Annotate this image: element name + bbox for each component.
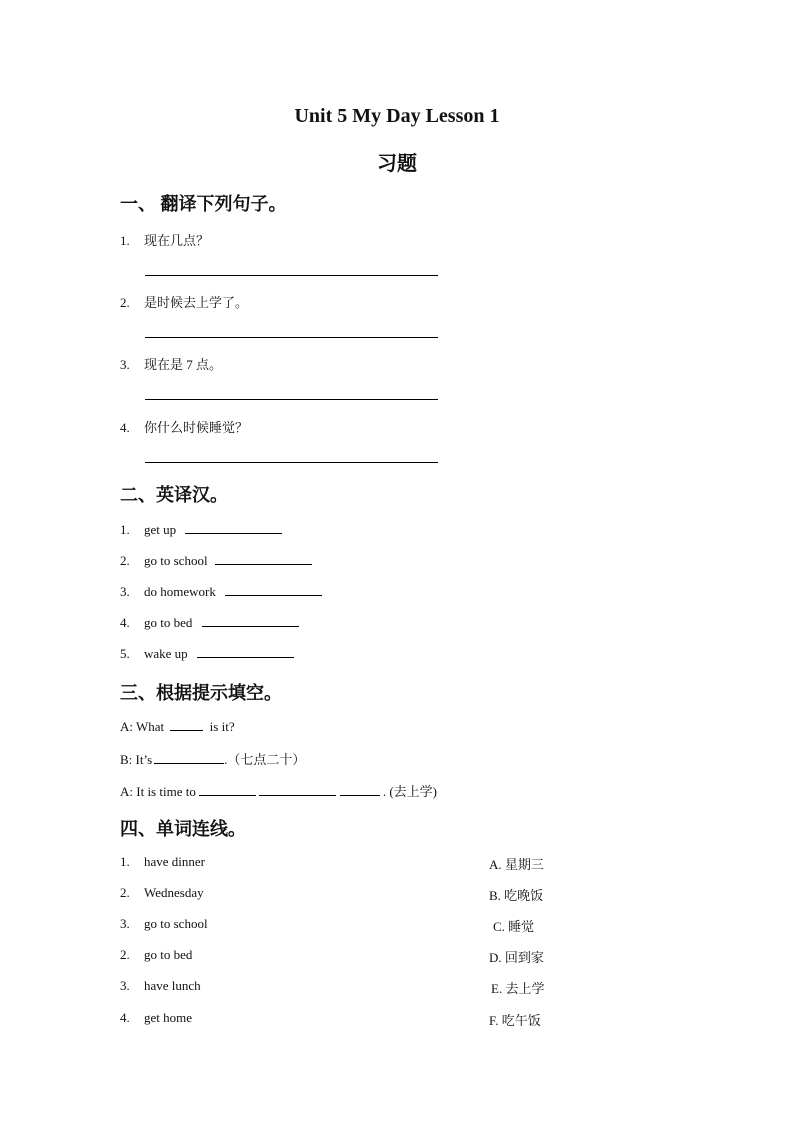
item-number: 1. bbox=[120, 854, 130, 869]
fill-blank[interactable] bbox=[170, 718, 203, 731]
item-text: get up bbox=[144, 522, 177, 537]
fill-blank[interactable] bbox=[154, 751, 224, 764]
option-letter: B. bbox=[489, 888, 501, 903]
option-letter: D. bbox=[489, 950, 502, 965]
item-text: go to school bbox=[144, 553, 208, 568]
section1-item-1 bbox=[120, 230, 209, 249]
answer-line-3[interactable] bbox=[145, 399, 438, 400]
item-number: 3. bbox=[120, 916, 130, 931]
option-letter: A. bbox=[489, 857, 502, 872]
match-right-item[interactable] bbox=[493, 916, 534, 935]
item-number: 2. bbox=[120, 947, 130, 962]
match-left-item[interactable] bbox=[120, 885, 204, 901]
item-text: get home bbox=[144, 1010, 193, 1025]
section2-item-1 bbox=[120, 521, 282, 538]
item-number: 5. bbox=[120, 646, 130, 661]
section1-item-3 bbox=[120, 354, 222, 373]
item-text: Wednesday bbox=[144, 885, 204, 900]
match-left-item[interactable] bbox=[120, 854, 205, 870]
item-text: do homework bbox=[144, 584, 216, 599]
option-letter: C. bbox=[493, 919, 505, 934]
item-text: have lunch bbox=[144, 978, 201, 993]
item-text: 你什么时候睡觉？ bbox=[144, 420, 249, 435]
section4-heading: 四、单词连线。 bbox=[120, 819, 246, 839]
option-letter: E. bbox=[491, 981, 503, 996]
item-number: 2. bbox=[120, 885, 130, 900]
item-text: 是时候去上学了。 bbox=[144, 295, 249, 310]
match-right-item[interactable] bbox=[491, 978, 544, 997]
match-right-item[interactable] bbox=[489, 885, 543, 904]
section2-item-2 bbox=[120, 552, 312, 569]
section1-item-2 bbox=[120, 292, 248, 311]
section1-heading: 一、 翻译下列句子。 bbox=[120, 194, 287, 214]
item-number: 2. bbox=[120, 295, 130, 310]
dialog-text: B: It’s bbox=[120, 752, 153, 767]
answer-line-2[interactable] bbox=[145, 337, 438, 338]
option-text: 吃晚饭 bbox=[504, 888, 544, 903]
fill-blank[interactable] bbox=[340, 783, 380, 796]
section3-heading: 三、根据提示填空。 bbox=[120, 683, 282, 703]
item-number: 1. bbox=[120, 522, 130, 537]
option-text: 星期三 bbox=[504, 857, 544, 872]
dialog-text: A: It is time to bbox=[120, 784, 196, 799]
item-text: wake up bbox=[144, 646, 188, 661]
item-number: 1. bbox=[120, 233, 130, 248]
dialog-line-1 bbox=[120, 718, 235, 735]
dialog-text: is it? bbox=[209, 719, 235, 734]
option-letter: F. bbox=[489, 1013, 499, 1028]
item-text: have dinner bbox=[144, 854, 206, 869]
item-number: 3. bbox=[120, 357, 130, 372]
fill-blank[interactable] bbox=[225, 583, 322, 596]
match-left-item[interactable] bbox=[120, 1010, 192, 1026]
option-text: 去上学 bbox=[505, 981, 545, 996]
dialog-line-2 bbox=[120, 749, 305, 768]
section2-heading: 二、英译汉。 bbox=[120, 485, 228, 505]
item-text: 现在几点？ bbox=[144, 233, 210, 248]
section1-item-4 bbox=[120, 417, 248, 436]
section2-item-3 bbox=[120, 583, 322, 600]
dialog-text: A: What bbox=[120, 719, 165, 734]
fill-blank[interactable] bbox=[202, 614, 299, 627]
worksheet-title: Unit 5 My Day Lesson 1 bbox=[294, 105, 500, 127]
fill-blank[interactable] bbox=[215, 552, 312, 565]
item-text: go to school bbox=[144, 916, 208, 931]
item-number: 4. bbox=[120, 1010, 130, 1025]
item-text: go to bed bbox=[144, 615, 193, 630]
fill-blank[interactable] bbox=[199, 783, 256, 796]
dialog-line-3 bbox=[120, 781, 437, 800]
match-right-item[interactable] bbox=[489, 854, 544, 873]
worksheet-subtitle: 习题 bbox=[377, 153, 417, 175]
item-number: 4. bbox=[120, 615, 130, 630]
section2-item-5 bbox=[120, 645, 294, 662]
item-number: 3. bbox=[120, 584, 130, 599]
match-right-item[interactable] bbox=[489, 1010, 541, 1029]
match-left-item[interactable] bbox=[120, 916, 208, 932]
dialog-text: .（七点二十） bbox=[224, 752, 306, 767]
option-text: 吃午饭 bbox=[501, 1013, 541, 1028]
item-number: 3. bbox=[120, 978, 130, 993]
option-text: 睡觉 bbox=[508, 919, 535, 934]
option-text: 回到家 bbox=[504, 950, 544, 965]
match-left-item[interactable] bbox=[120, 978, 201, 994]
item-number: 2. bbox=[120, 553, 130, 568]
fill-blank[interactable] bbox=[197, 645, 294, 658]
item-text: 现在是 7 点。 bbox=[144, 357, 223, 372]
answer-line-1[interactable] bbox=[145, 275, 438, 276]
item-text: go to bed bbox=[144, 947, 193, 962]
fill-blank[interactable] bbox=[259, 783, 336, 796]
section2-item-4 bbox=[120, 614, 299, 631]
answer-line-4[interactable] bbox=[145, 462, 438, 463]
match-left-item[interactable] bbox=[120, 947, 192, 963]
match-right-item[interactable] bbox=[489, 947, 544, 966]
dialog-text: . (去上学) bbox=[382, 784, 438, 799]
fill-blank[interactable] bbox=[185, 521, 282, 534]
item-number: 4. bbox=[120, 420, 130, 435]
